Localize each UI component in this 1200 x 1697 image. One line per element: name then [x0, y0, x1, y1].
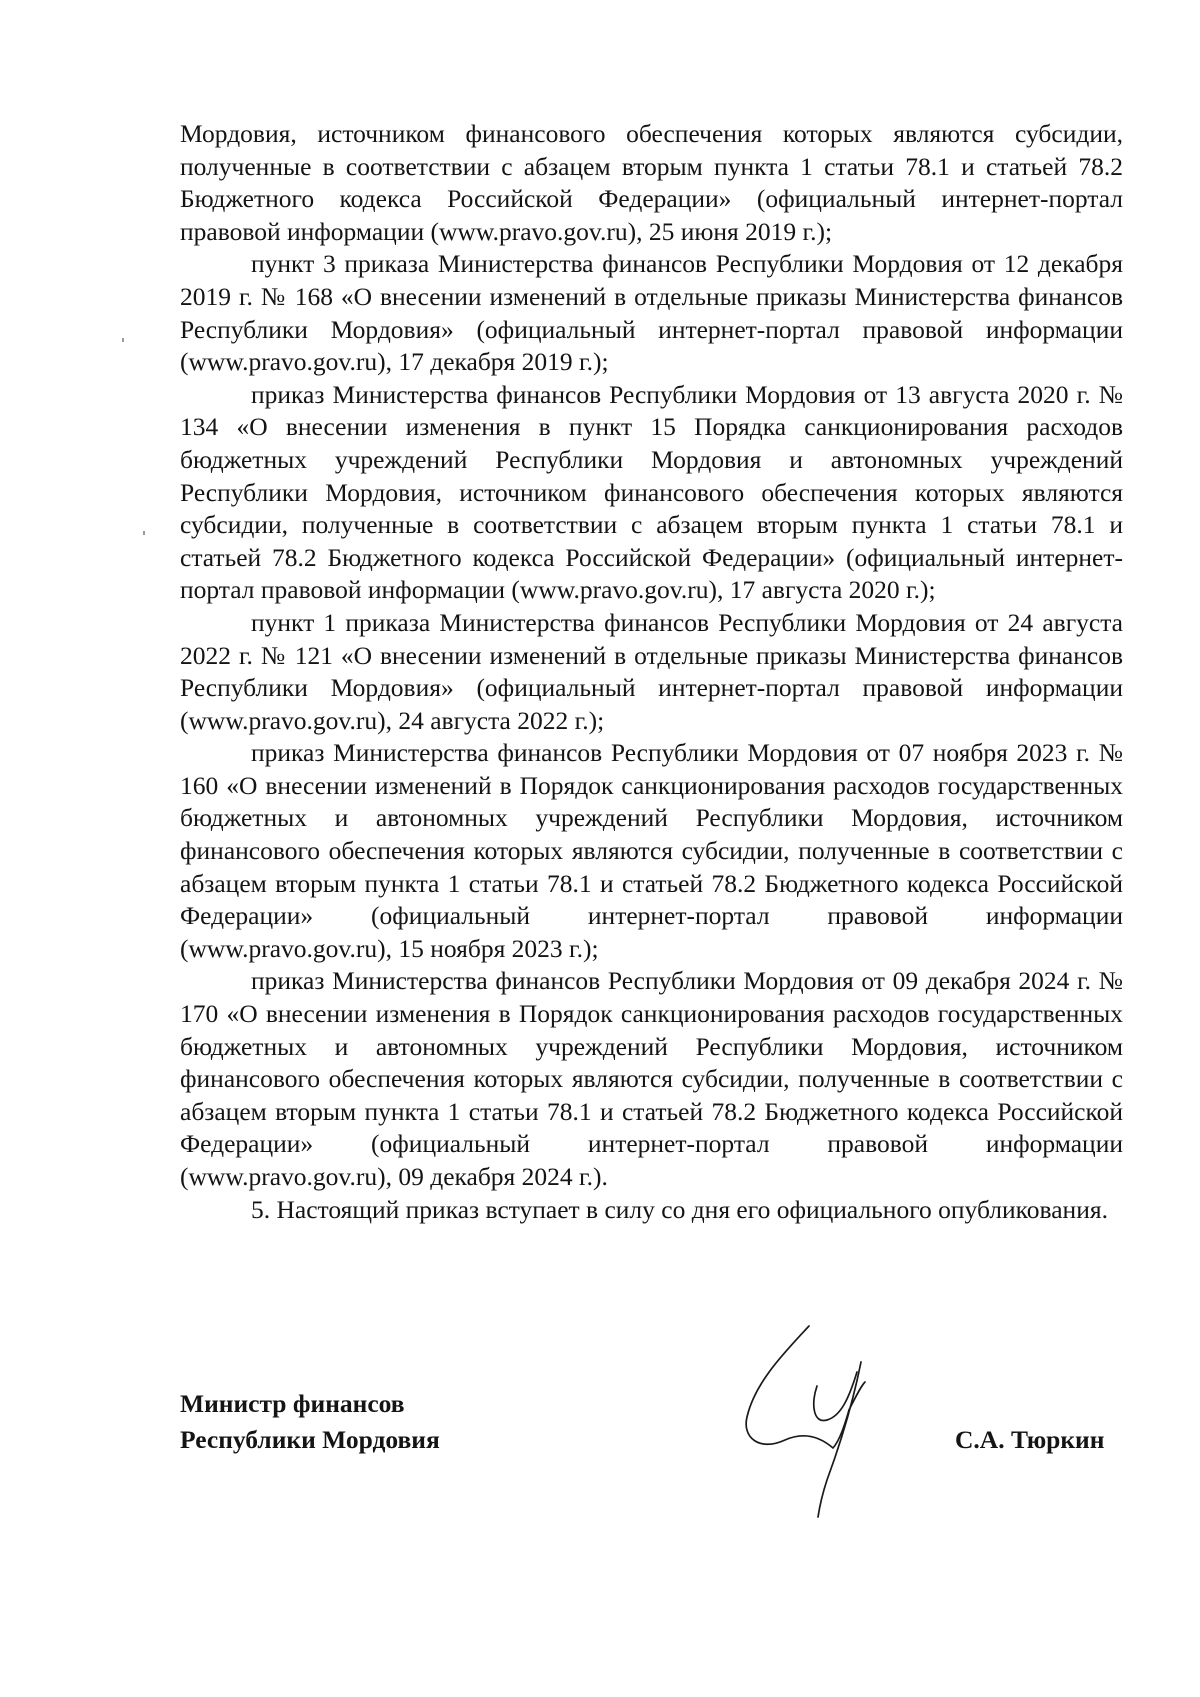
position-line: Министр финансов	[180, 1389, 405, 1418]
paragraph-effective-date: 5. Настоящий приказ вступает в силу со дня его официального опубликования.	[251, 1194, 1108, 1224]
signature-tail-stroke	[818, 1362, 861, 1517]
scan-speck	[122, 338, 124, 342]
handwritten-signature-icon	[745, 1312, 905, 1522]
scan-speck	[143, 531, 145, 535]
paragraph-item: пункт 1 приказа Министерства финансов Республики Мордовия от 24 августа 2022 г. № 121 «О внесении изменений в отдельные приказы Министерства финансов Республики Мордовия» (официальный интернет-портал правовой информации (www.pravo.gov.ru), 24 августа 2022 г.);	[180, 607, 1123, 735]
paragraph-item: приказ Министерства финансов Республики Мордовия от 13 августа 2020 г. № 134 «О внесении изменения в пункт 15 Порядка санкционирования расходов бюджетных учреждений Республики Мордовия и автономных учреждений Республики Мордовия, источником финансового обеспечения которых являются субсидии, полученные в соответствии с абзацем вторым пункта 1 статьи 78.1 и статьей 78.2 Бюджетного кодекса Российской Федерации» (официальный интернет-портал правовой информации (www.pravo.gov.ru), 17 августа 2020 г.);	[180, 379, 1123, 605]
paragraph-item: приказ Министерства финансов Республики Мордовия от 07 ноября 2023 г. № 160 «О внесении изменений в Порядок санкционирования расходов государственных бюджетных и автономных учреждений Республики Мордовия, источником финансового обеспечения которых являются субсидии, полученные в соответствии с абзацем вторым пункта 1 статьи 78.1 и статьей 78.2 Бюджетного кодекса Российской Федерации» (официальный интернет-портал правовой информации (www.pravo.gov.ru), 15 ноября 2023 г.);	[180, 738, 1123, 963]
document-body	[180, 118, 1123, 1226]
signer-name: С.А. Тюркин	[955, 1425, 1105, 1454]
paragraph-item: приказ Министерства финансов Республики Мордовия от 09 декабря 2024 г. № 170 «О внесении изменения в Порядок санкционирования расходов государственных бюджетных и автономных учреждений Республики Мордовия, источником финансового обеспечения которых являются субсидии, полученные в соответствии с абзацем вторым пункта 1 статьи 78.1 и статьей 78.2 Бюджетного кодекса Российской Федерации» (официальный интернет-портал правовой информации (www.pravo.gov.ru), 09 декабря 2024 г.).	[180, 966, 1123, 1191]
paragraph-item: пункт 3 приказа Министерства финансов Республики Мордовия от 12 декабря 2019 г. № 168 «О внесении изменений в отдельные приказы Министерства финансов Республики Мордовия» (официальный интернет-портал правовой информации (www.pravo.gov.ru), 17 декабря 2019 г.);	[180, 249, 1123, 377]
position-line: Республики Мордовия	[180, 1425, 440, 1454]
signature-hook-stroke	[814, 1372, 857, 1421]
signature-loop-stroke	[746, 1326, 849, 1448]
paragraph-continuation: Мордовия, источником финансового обеспечения которых являются субсидии, полученные в соответствии с абзацем вторым пункта 1 статьи 78.1 и статьей 78.2 Бюджетного кодекса Российской Федерации» (официальный интернет-портал правовой информации (www.pravo.gov.ru), 25 июня 2019 г.);	[180, 119, 1123, 246]
signatory-position	[180, 1386, 440, 1458]
